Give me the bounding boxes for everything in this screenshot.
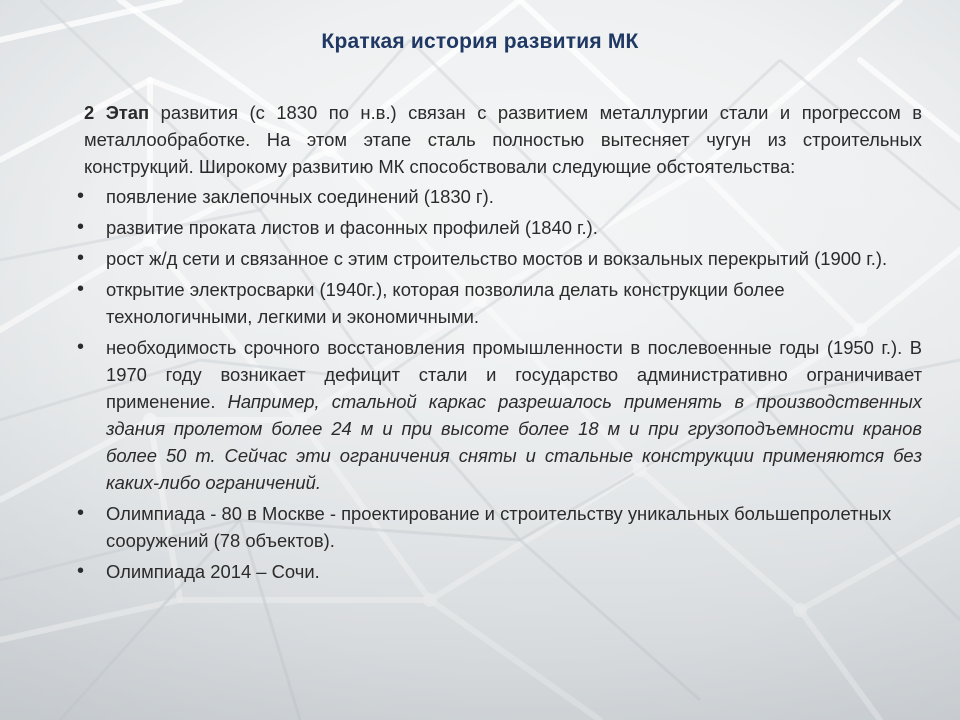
bullet-text: рост ж/д сети и связанное с этим строительство мостов и вокзальных перекрытий (1900 г.). (106, 248, 888, 269)
bullet-item (84, 183, 922, 210)
bullet-item (84, 276, 922, 330)
bullet-list (84, 183, 922, 585)
bullet-item (84, 558, 922, 585)
bullet-text: Олимпиада 2014 – Сочи. (106, 561, 320, 582)
bullet-item (84, 245, 922, 272)
slide-title: Краткая история развития МК (321, 30, 639, 53)
stage-label: 2 Этап (84, 102, 150, 123)
bullet-text: появление заклепочных соединений (1830 г). (106, 186, 494, 207)
bullet-item (84, 214, 922, 241)
bullet-text: развитие проката листов и фасонных профилей (1840 г.). (106, 217, 598, 238)
bullet-text: открытие электросварки (1940г.), которая позволила делать конструкции более технологичными, легкими и экономичными. (106, 279, 785, 327)
bullet-item (84, 500, 922, 554)
bullet-text: необходимость срочного восстановления промышленности в послевоенные годы (1950 г.). В 1970 году возникает дефицит стали и государство административно ограничивает применение. (106, 337, 922, 412)
intro-text: развития (с 1830 по н.в.) связан с развитием металлургии стали и прогрессом в металлообработке. На этом этапе сталь полностью вытесняет чугун из строительных конструкций. Широкому развитию МК способствовали следующие обстоятельства: (84, 102, 922, 177)
bullet-italic-text: Например, стальной каркас разрешалось применять в производственных здания пролетом более 24 м и при высоте более 18 м и при грузоподъемности кранов более 50 т. Сейчас эти ограничения сняты и стальные конструкции применяются без каких-либо ограничений. (106, 391, 922, 493)
bullet-text: Олимпиада - 80 в Москве - проектирование и строительству уникальных большепролетных сооружений (78 объектов). (106, 503, 892, 551)
slide-body (84, 99, 922, 589)
intro-paragraph (84, 99, 922, 180)
bullet-item (84, 334, 922, 496)
